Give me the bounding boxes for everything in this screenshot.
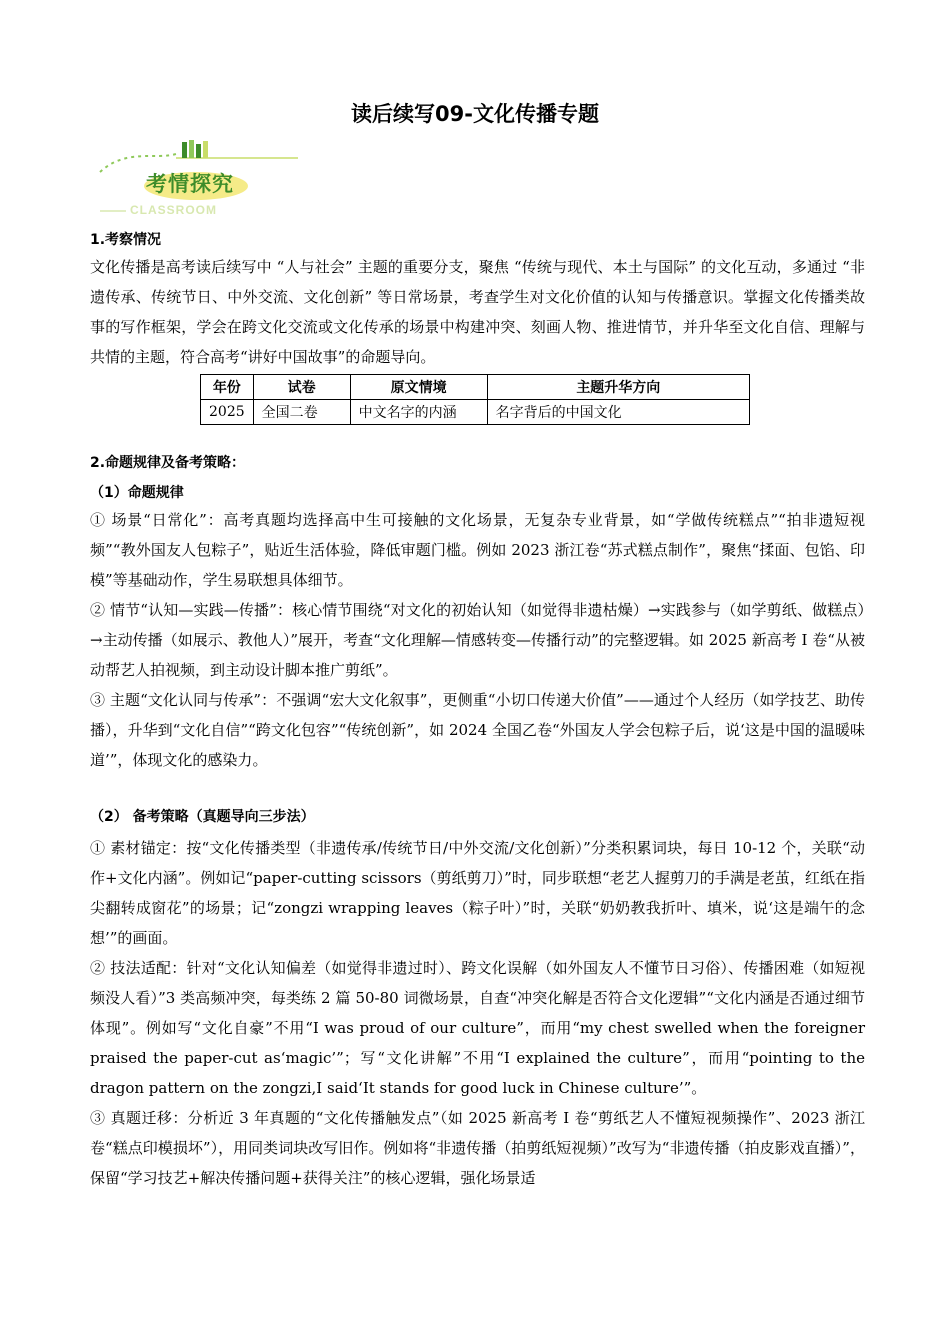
exam-table — [200, 374, 750, 425]
section-logo — [96, 138, 300, 220]
table-cell: 名字背后的中国文化 — [487, 400, 749, 425]
table-row — [201, 400, 750, 425]
table-header: 主题升华方向 — [487, 375, 749, 400]
subsection-1-heading: （1）命题规律 — [90, 485, 184, 501]
section-1-heading: 1.考察情况 — [90, 232, 162, 248]
rule-paragraph-1: ① 场景“日常化”：高考真题均选择高中生可接触的文化场景，无复杂专业背景，如“学做传统糕点”“拍非遗短视频”“教外国友人包粽子”，贴近生活体验，降低审题门槛。例如 2023 浙江卷“苏式糕点制作”，聚焦“揉面、包馅、印模”等基础动作，学生易联想具体细节。 — [90, 511, 865, 589]
strategy-paragraph-3: ③ 真题迁移：分析近 3 年真题的“文化传播触发点”（如 2025 新高考 I 卷“剪纸艺人不懂短视频操作”、2023 浙江卷“糕点印模损坏”），用同类词块改写旧作。例如将“非遗传播（拍剪纸短视频）”改写为“非遗传播（拍皮影戏直播）”，保留“学习技艺+解决传播问题+获得关注”的核心逻辑，强化场景适 — [90, 1109, 865, 1187]
rule-paragraph-3: ③ 主题“文化认同与传承”：不强调“宏大文化叙事”，更侧重“小切口传递大价值”——通过个人经历（如学技艺、助传播），升华到“文化自信”“跨文化包容”“传统创新”，如 2024 全国乙卷“外国友人学会包粽子后，说‘这是中国的温暖味道’”，体现文化的感染力。 — [90, 691, 865, 769]
subsection-2-heading: （2） 备考策略（真题导向三步法） — [90, 809, 315, 825]
logo-subtext: CLASSROOM — [130, 203, 217, 217]
strategy-paragraph-2: ② 技法适配：针对“文化认知偏差（如觉得非遗过时）、跨文化误解（如外国友人不懂节日习俗）、传播困难（如短视频没人看）”3 类高频冲突，每类练 2 篇 50-80 词微场景，自查“冲突化解是否符合文化逻辑”“文化内涵是否通过细节体现”。例如写“文化自豪”不用“I was proud of our culture”，而用“my chest swelled when the foreigner praised the paper-cut as‘magic’”；写“文化讲解”不用“I explained the culture”，而用“pointing to the dragon pattern on the zongzi,I said‘It stands for good luck in Chinese culture’”。 — [90, 959, 865, 1097]
table-header: 原文情境 — [350, 375, 487, 400]
table-header: 年份 — [201, 375, 254, 400]
document-body — [90, 228, 865, 1193]
section-1-paragraph: 文化传播是高考读后续写中 “人与社会” 主题的重要分支，聚焦 “传统与现代、本土与国际” 的文化互动，多通过 “非遗传承、传统节日、中外交流、文化创新” 等日常场景，考查学生对文化价值的认知与传播意识。掌握文化传播类故事的写作框架，学会在跨文化交流或文化传承的场景中构建冲突、刻画人物、推进情节，并升华至文化自信、理解与共情的主题，符合高考“讲好中国故事”的命题导向。 — [90, 258, 865, 366]
logo-text: 考情探究 — [146, 172, 234, 196]
table-cell: 2025 — [201, 400, 254, 425]
page-title: 读后续写09-文化传播专题 — [351, 102, 599, 126]
strategy-paragraph-1: ① 素材锚定：按“文化传播类型（非遗传承/传统节日/中外交流/文化创新）”分类积累词块，每日 10-12 个，关联“动作+文化内涵”。例如记“paper-cutting scissors（剪纸剪刀）”时，同步联想“老艺人握剪刀的手满是老茧，红纸在指尖翻转成窗花”的场景；记“zongzi wrapping leaves（粽子叶）”时，关联“奶奶教我折叶、填米，说‘这是端午的念想’”的画面。 — [90, 839, 865, 947]
section-2-heading: 2.命题规律及备考策略： — [90, 455, 246, 471]
table-header: 试卷 — [253, 375, 350, 400]
table-cell: 全国二卷 — [253, 400, 350, 425]
table-cell: 中文名字的内涵 — [350, 400, 487, 425]
table-header-row — [201, 375, 750, 400]
rule-paragraph-2: ② 情节“认知—实践—传播”：核心情节围绕“对文化的初始认知（如觉得非遗枯燥）→实践参与（如学剪纸、做糕点）→主动传播（如展示、教他人）”展开，考查“文化理解—情感转变—传播行动”的完整逻辑。如 2025 新高考 I 卷“从被动帮艺人拍视频，到主动设计脚本推广剪纸”。 — [90, 601, 865, 679]
